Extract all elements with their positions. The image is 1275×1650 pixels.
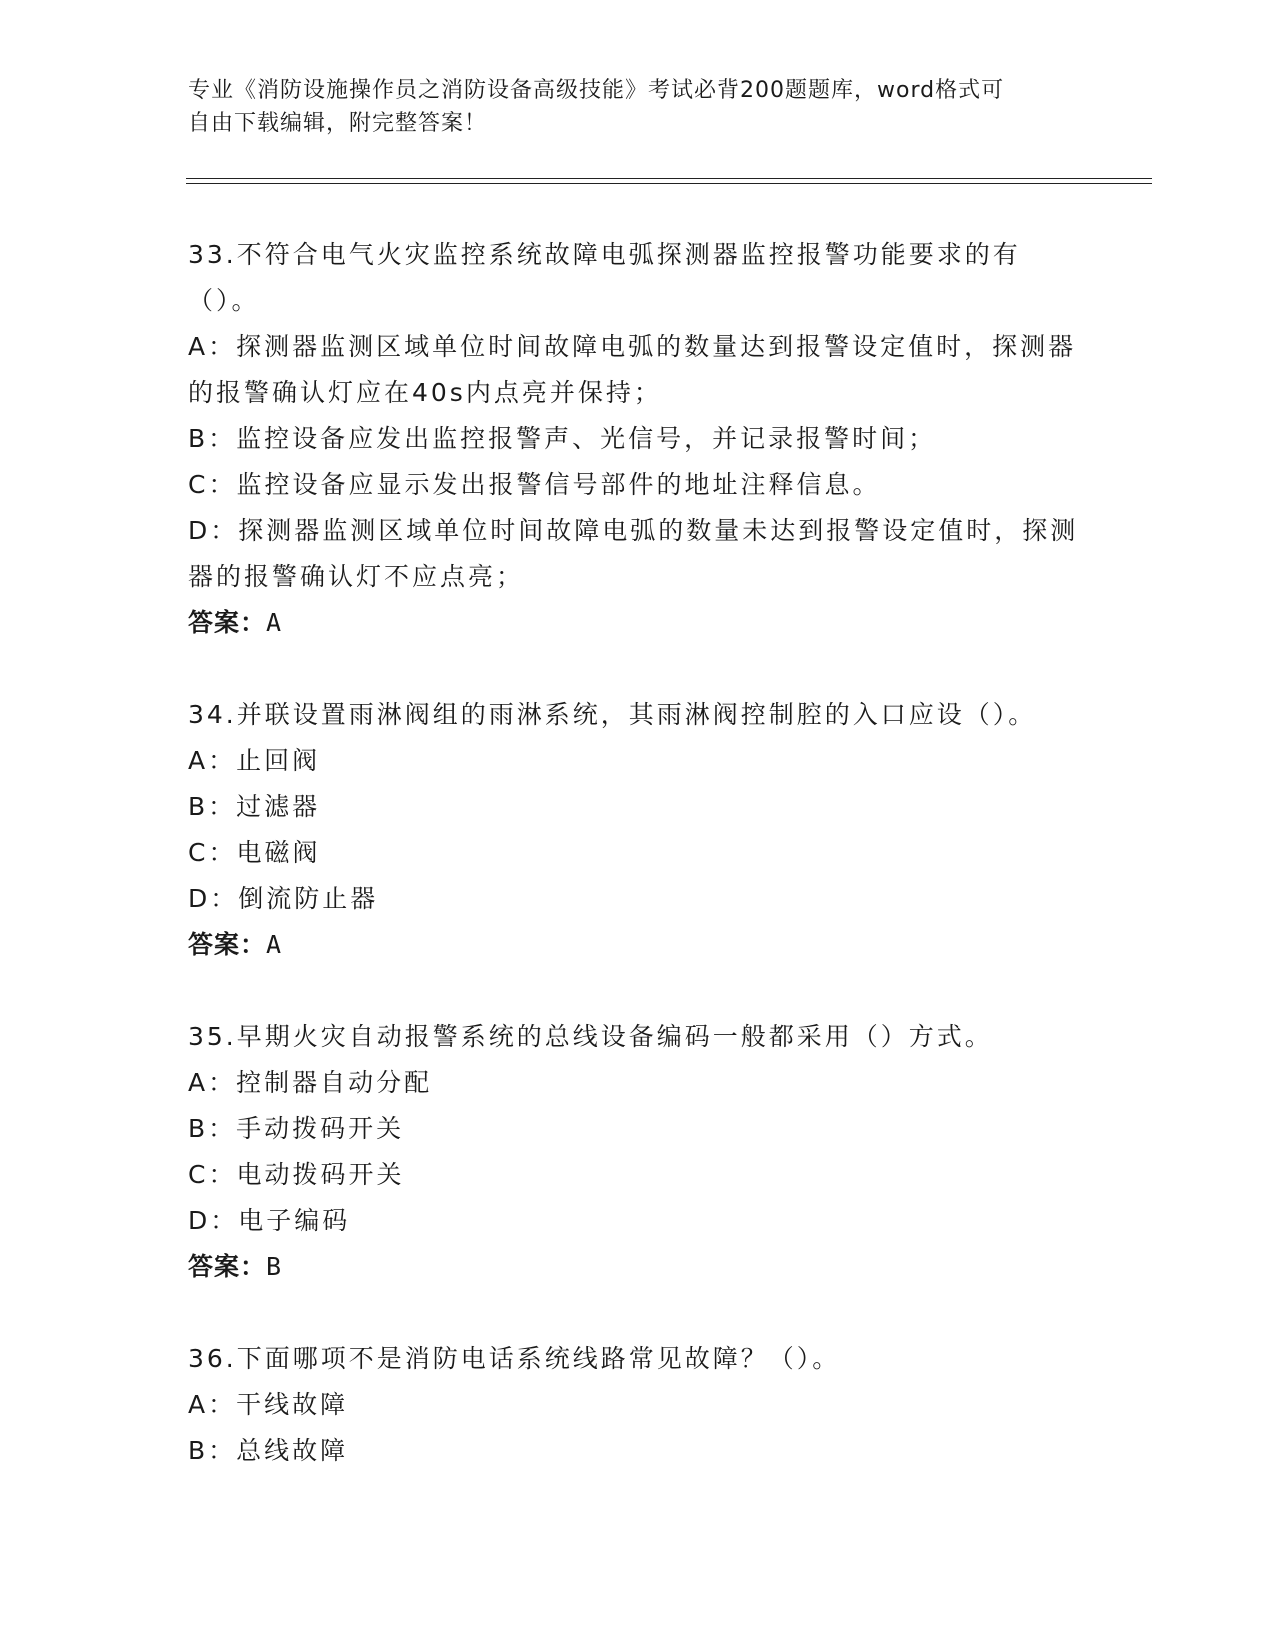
question-36 — [188, 1336, 1088, 1474]
option-c: C：监控设备应显示发出报警信号部件的地址注释信息。 — [188, 470, 881, 499]
answer-value: B — [266, 1252, 283, 1281]
option-a: A：探测器监测区域单位时间故障电弧的数量达到报警设定值时，探测器的报警确认灯应在40s内点亮并保持； — [188, 332, 1077, 407]
header-divider-top — [186, 178, 1152, 179]
question-33 — [188, 232, 1088, 646]
option-d: D：探测器监测区域单位时间故障电弧的数量未达到报警设定值时，探测器的报警确认灯不应点亮； — [188, 516, 1079, 591]
header-line-1: 专业《消防设施操作员之消防设备高级技能》考试必背200题题库，word格式可 — [188, 78, 1005, 103]
answer-line — [188, 1244, 1088, 1290]
answer-line — [188, 922, 1088, 968]
answer-label: 答案： — [188, 930, 267, 959]
option-d: D：倒流防止器 — [188, 884, 379, 913]
option-b: B：过滤器 — [188, 792, 321, 821]
option-b: B：总线故障 — [188, 1436, 349, 1465]
option-c: C：电动拨码开关 — [188, 1160, 405, 1189]
option-b: B：监控设备应发出监控报警声、光信号，并记录报警时间； — [188, 424, 937, 453]
question-text: 36.下面哪项不是消防电话系统线路常见故障？（）。 — [188, 1344, 841, 1373]
question-34 — [188, 692, 1088, 968]
option-a: A：止回阀 — [188, 746, 321, 775]
document-header — [188, 74, 1068, 140]
option-a: A：干线故障 — [188, 1390, 349, 1419]
header-line-2: 自由下载编辑，附完整答案！ — [188, 111, 488, 136]
question-list — [188, 232, 1088, 1520]
option-d: D：电子编码 — [188, 1206, 351, 1235]
answer-label: 答案： — [188, 1252, 267, 1281]
answer-line — [188, 600, 1088, 646]
answer-value: A — [266, 930, 283, 959]
answer-label: 答案： — [188, 608, 267, 637]
question-text: 35.早期火灾自动报警系统的总线设备编码一般都采用（）方式。 — [188, 1022, 993, 1051]
option-c: C：电磁阀 — [188, 838, 321, 867]
answer-value: A — [266, 608, 283, 637]
option-a: A：控制器自动分配 — [188, 1068, 433, 1097]
question-35 — [188, 1014, 1088, 1290]
question-text: 33.不符合电气火灾监控系统故障电弧探测器监控报警功能要求的有（）。 — [188, 240, 1021, 315]
question-text: 34.并联设置雨淋阀组的雨淋系统，其雨淋阀控制腔的入口应设（）。 — [188, 700, 1037, 729]
header-divider-bottom — [186, 183, 1152, 184]
option-b: B：手动拨码开关 — [188, 1114, 405, 1143]
